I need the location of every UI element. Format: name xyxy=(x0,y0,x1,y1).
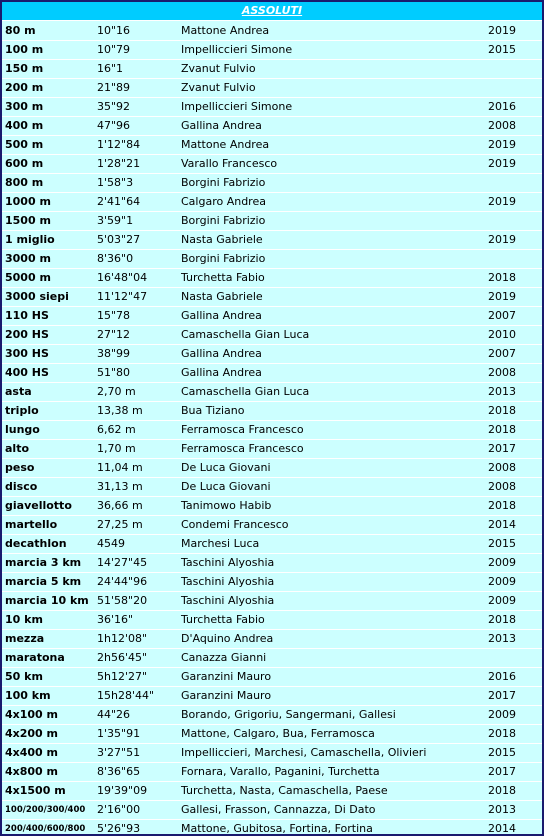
table-row xyxy=(2,800,542,819)
table-row xyxy=(2,420,542,439)
year-cell: 2013 xyxy=(485,800,542,819)
event-cell: disco xyxy=(2,477,94,496)
table-row xyxy=(2,724,542,743)
event-cell: giavellotto xyxy=(2,496,94,515)
athlete-cell: Taschini Alyoshia xyxy=(178,553,485,572)
athlete-cell: Fornara, Varallo, Paganini, Turchetta xyxy=(178,762,485,781)
table-row xyxy=(2,819,542,838)
mark-cell: 3'59"1 xyxy=(94,211,178,230)
year-cell: 2019 xyxy=(485,287,542,306)
mark-cell: 5h12'27" xyxy=(94,667,178,686)
table-row xyxy=(2,97,542,116)
athlete-cell: Gallina Andrea xyxy=(178,116,485,135)
mark-cell: 36'16" xyxy=(94,610,178,629)
year-cell: 2019 xyxy=(485,21,542,40)
mark-cell: 10"79 xyxy=(94,40,178,59)
year-cell xyxy=(485,249,542,268)
year-cell: 2009 xyxy=(485,705,542,724)
year-cell: 2019 xyxy=(485,154,542,173)
year-cell: 2014 xyxy=(485,819,542,838)
table-row xyxy=(2,534,542,553)
year-cell xyxy=(485,59,542,78)
event-cell: 600 m xyxy=(2,154,94,173)
year-cell: 2014 xyxy=(485,515,542,534)
table-row xyxy=(2,705,542,724)
table-row xyxy=(2,173,542,192)
event-cell: triplo xyxy=(2,401,94,420)
mark-cell: 1'58"3 xyxy=(94,173,178,192)
year-cell: 2018 xyxy=(485,268,542,287)
mark-cell: 19'39"09 xyxy=(94,781,178,800)
table-row xyxy=(2,686,542,705)
athlete-cell: Ferramosca Francesco xyxy=(178,420,485,439)
mark-cell: 47"96 xyxy=(94,116,178,135)
year-cell: 2018 xyxy=(485,610,542,629)
table-row xyxy=(2,477,542,496)
table-row xyxy=(2,230,542,249)
table-row xyxy=(2,116,542,135)
table-row xyxy=(2,382,542,401)
year-cell: 2015 xyxy=(485,534,542,553)
mark-cell: 4549 xyxy=(94,534,178,553)
event-cell: 800 m xyxy=(2,173,94,192)
table-row xyxy=(2,211,542,230)
year-cell: 2017 xyxy=(485,439,542,458)
athlete-cell: Borgini Fabrizio xyxy=(178,249,485,268)
athlete-cell: Camaschella Gian Luca xyxy=(178,382,485,401)
athlete-cell: Calgaro Andrea xyxy=(178,192,485,211)
year-cell xyxy=(485,211,542,230)
athlete-cell: Turchetta Fabio xyxy=(178,268,485,287)
mark-cell: 21"89 xyxy=(94,78,178,97)
year-cell: 2018 xyxy=(485,724,542,743)
year-cell: 2009 xyxy=(485,553,542,572)
table-row xyxy=(2,781,542,800)
table-row xyxy=(2,325,542,344)
event-cell: decathlon xyxy=(2,534,94,553)
event-cell: 5000 m xyxy=(2,268,94,287)
records-table-body xyxy=(2,21,542,838)
event-cell: 200 m xyxy=(2,78,94,97)
mark-cell: 13,38 m xyxy=(94,401,178,420)
table-row xyxy=(2,667,542,686)
year-cell: 2018 xyxy=(485,420,542,439)
table-row xyxy=(2,154,542,173)
year-cell: 2016 xyxy=(485,667,542,686)
year-cell: 2013 xyxy=(485,382,542,401)
athlete-cell: Taschini Alyoshia xyxy=(178,572,485,591)
year-cell xyxy=(485,648,542,667)
year-cell: 2017 xyxy=(485,762,542,781)
athlete-cell: D'Aquino Andrea xyxy=(178,629,485,648)
event-cell: 4x400 m xyxy=(2,743,94,762)
year-cell: 2019 xyxy=(485,192,542,211)
year-cell: 2007 xyxy=(485,306,542,325)
athlete-cell: Gallina Andrea xyxy=(178,306,485,325)
year-cell: 2008 xyxy=(485,116,542,135)
athlete-cell: Zvanut Fulvio xyxy=(178,78,485,97)
table-row xyxy=(2,78,542,97)
event-cell: 400 m xyxy=(2,116,94,135)
year-cell: 2010 xyxy=(485,325,542,344)
year-cell: 2019 xyxy=(485,135,542,154)
year-cell: 2008 xyxy=(485,477,542,496)
year-cell: 2016 xyxy=(485,97,542,116)
athlete-cell: De Luca Giovani xyxy=(178,477,485,496)
year-cell: 2008 xyxy=(485,458,542,477)
table-row xyxy=(2,344,542,363)
athlete-cell: Ferramosca Francesco xyxy=(178,439,485,458)
athlete-cell: Garanzini Mauro xyxy=(178,686,485,705)
year-cell xyxy=(485,173,542,192)
athlete-cell: Taschini Alyoshia xyxy=(178,591,485,610)
mark-cell: 27"12 xyxy=(94,325,178,344)
event-cell: alto xyxy=(2,439,94,458)
event-cell: 1500 m xyxy=(2,211,94,230)
event-cell: 3000 m xyxy=(2,249,94,268)
mark-cell: 1'35"91 xyxy=(94,724,178,743)
table-row xyxy=(2,762,542,781)
table-row xyxy=(2,743,542,762)
table-row xyxy=(2,135,542,154)
athlete-cell: Gallina Andrea xyxy=(178,344,485,363)
table-row xyxy=(2,496,542,515)
table-row xyxy=(2,306,542,325)
records-table xyxy=(2,21,542,839)
table-row xyxy=(2,591,542,610)
event-cell: marcia 5 km xyxy=(2,572,94,591)
event-cell: 10 km xyxy=(2,610,94,629)
event-cell: 4x1500 m xyxy=(2,781,94,800)
athlete-cell: Borgini Fabrizio xyxy=(178,173,485,192)
table-row xyxy=(2,249,542,268)
mark-cell: 11,04 m xyxy=(94,458,178,477)
mark-cell: 8'36"65 xyxy=(94,762,178,781)
event-cell: 1000 m xyxy=(2,192,94,211)
athlete-cell: Garanzini Mauro xyxy=(178,667,485,686)
event-cell: 80 m xyxy=(2,21,94,40)
event-cell: 50 km xyxy=(2,667,94,686)
event-cell: marcia 3 km xyxy=(2,553,94,572)
event-cell: 300 HS xyxy=(2,344,94,363)
athlete-cell: Condemi Francesco xyxy=(178,515,485,534)
mark-cell: 3'27"51 xyxy=(94,743,178,762)
athlete-cell: Canazza Gianni xyxy=(178,648,485,667)
event-cell: 4x200 m xyxy=(2,724,94,743)
event-cell: asta xyxy=(2,382,94,401)
athlete-cell: Camaschella Gian Luca xyxy=(178,325,485,344)
event-cell: maratona xyxy=(2,648,94,667)
table-row xyxy=(2,59,542,78)
mark-cell: 51'58"20 xyxy=(94,591,178,610)
athlete-cell: Varallo Francesco xyxy=(178,154,485,173)
mark-cell: 36,66 m xyxy=(94,496,178,515)
mark-cell: 24'44"96 xyxy=(94,572,178,591)
athlete-cell: Tanimowo Habib xyxy=(178,496,485,515)
event-cell: 3000 siepi xyxy=(2,287,94,306)
event-cell: 400 HS xyxy=(2,363,94,382)
mark-cell: 5'26"93 xyxy=(94,819,178,838)
event-cell: 110 HS xyxy=(2,306,94,325)
event-cell: 200 HS xyxy=(2,325,94,344)
event-cell: 150 m xyxy=(2,59,94,78)
athlete-cell: Impelliccieri Simone xyxy=(178,97,485,116)
event-cell: marcia 10 km xyxy=(2,591,94,610)
table-row xyxy=(2,40,542,59)
athlete-cell: Marchesi Luca xyxy=(178,534,485,553)
mark-cell: 10"16 xyxy=(94,21,178,40)
athlete-cell: Gallina Andrea xyxy=(178,363,485,382)
event-cell: 200/400/600/800 xyxy=(2,819,94,838)
athlete-cell: Gallesi, Frasson, Cannazza, Di Dato xyxy=(178,800,485,819)
table-row xyxy=(2,287,542,306)
event-cell: 4x800 m xyxy=(2,762,94,781)
athlete-cell: Turchetta, Nasta, Camaschella, Paese xyxy=(178,781,485,800)
event-cell: 100 m xyxy=(2,40,94,59)
table-row xyxy=(2,401,542,420)
athlete-cell: Borgini Fabrizio xyxy=(178,211,485,230)
table-row xyxy=(2,572,542,591)
athlete-cell: Mattone Andrea xyxy=(178,21,485,40)
athlete-cell: Mattone Andrea xyxy=(178,135,485,154)
mark-cell: 44"26 xyxy=(94,705,178,724)
mark-cell: 16"1 xyxy=(94,59,178,78)
year-cell: 2018 xyxy=(485,496,542,515)
mark-cell: 1h12'08" xyxy=(94,629,178,648)
table-row xyxy=(2,21,542,40)
year-cell: 2009 xyxy=(485,572,542,591)
mark-cell: 14'27"45 xyxy=(94,553,178,572)
table-row xyxy=(2,553,542,572)
athlete-cell: Impelliccieri Simone xyxy=(178,40,485,59)
table-row xyxy=(2,439,542,458)
table-row xyxy=(2,610,542,629)
year-cell: 2015 xyxy=(485,40,542,59)
mark-cell: 2,70 m xyxy=(94,382,178,401)
table-row xyxy=(2,268,542,287)
event-cell: martello xyxy=(2,515,94,534)
table-row xyxy=(2,648,542,667)
mark-cell: 1'28"21 xyxy=(94,154,178,173)
mark-cell: 8'36"0 xyxy=(94,249,178,268)
mark-cell: 2'41"64 xyxy=(94,192,178,211)
mark-cell: 2'16"00 xyxy=(94,800,178,819)
athlete-cell: Impelliccieri, Marchesi, Camaschella, Olivieri xyxy=(178,743,485,762)
mark-cell: 51"80 xyxy=(94,363,178,382)
event-cell: 300 m xyxy=(2,97,94,116)
table-row xyxy=(2,629,542,648)
event-cell: 100 km xyxy=(2,686,94,705)
event-cell: 100/200/300/400 xyxy=(2,800,94,819)
mark-cell: 27,25 m xyxy=(94,515,178,534)
mark-cell: 6,62 m xyxy=(94,420,178,439)
year-cell: 2007 xyxy=(485,344,542,363)
athlete-cell: Nasta Gabriele xyxy=(178,230,485,249)
event-cell: 500 m xyxy=(2,135,94,154)
year-cell: 2013 xyxy=(485,629,542,648)
year-cell: 2009 xyxy=(485,591,542,610)
year-cell xyxy=(485,78,542,97)
table-row xyxy=(2,192,542,211)
mark-cell: 11'12"47 xyxy=(94,287,178,306)
athlete-cell: Turchetta Fabio xyxy=(178,610,485,629)
mark-cell: 2h56'45" xyxy=(94,648,178,667)
mark-cell: 35"92 xyxy=(94,97,178,116)
mark-cell: 31,13 m xyxy=(94,477,178,496)
mark-cell: 15"78 xyxy=(94,306,178,325)
mark-cell: 1'12"84 xyxy=(94,135,178,154)
event-cell: lungo xyxy=(2,420,94,439)
event-cell: 1 miglio xyxy=(2,230,94,249)
athlete-cell: De Luca Giovani xyxy=(178,458,485,477)
section-title: ASSOLUTI xyxy=(2,2,542,21)
table-row xyxy=(2,458,542,477)
mark-cell: 15h28'44" xyxy=(94,686,178,705)
mark-cell: 5'03"27 xyxy=(94,230,178,249)
athlete-cell: Borando, Grigoriu, Sangermani, Gallesi xyxy=(178,705,485,724)
year-cell: 2019 xyxy=(485,230,542,249)
event-cell: peso xyxy=(2,458,94,477)
year-cell: 2015 xyxy=(485,743,542,762)
table-row xyxy=(2,363,542,382)
athlete-cell: Mattone, Gubitosa, Fortina, Fortina xyxy=(178,819,485,838)
athlete-cell: Bua Tiziano xyxy=(178,401,485,420)
athlete-cell: Zvanut Fulvio xyxy=(178,59,485,78)
year-cell: 2017 xyxy=(485,686,542,705)
athlete-cell: Mattone, Calgaro, Bua, Ferramosca xyxy=(178,724,485,743)
year-cell: 2018 xyxy=(485,781,542,800)
athlete-cell: Nasta Gabriele xyxy=(178,287,485,306)
event-cell: mezza xyxy=(2,629,94,648)
year-cell: 2008 xyxy=(485,363,542,382)
mark-cell: 38"99 xyxy=(94,344,178,363)
mark-cell: 1,70 m xyxy=(94,439,178,458)
table-row xyxy=(2,515,542,534)
mark-cell: 16'48"04 xyxy=(94,268,178,287)
year-cell: 2018 xyxy=(485,401,542,420)
event-cell: 4x100 m xyxy=(2,705,94,724)
